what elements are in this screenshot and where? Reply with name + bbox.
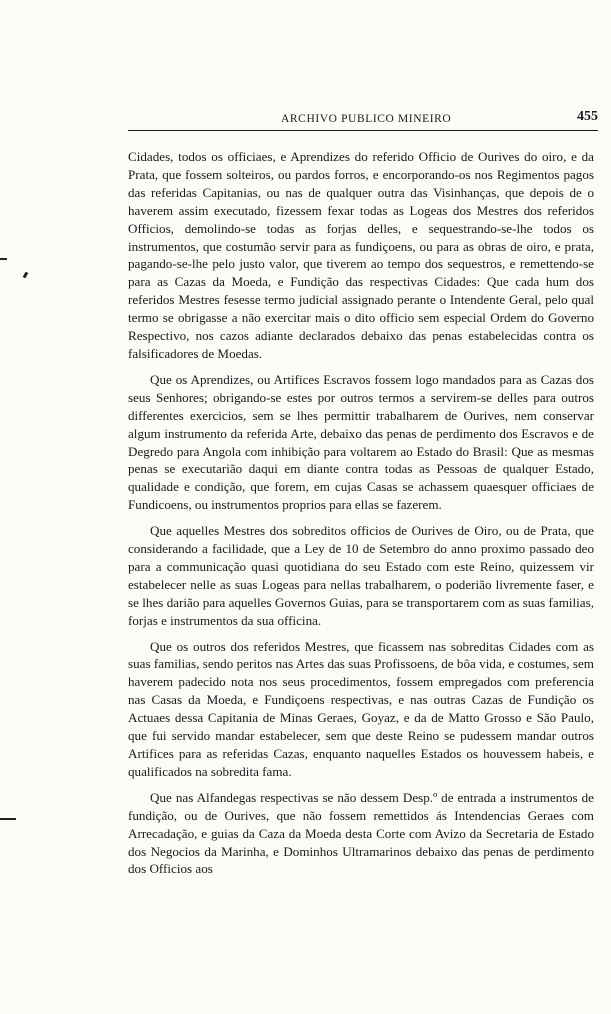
- header-rule: [128, 130, 598, 131]
- margin-mark: [23, 272, 29, 279]
- paragraph: Que aquelles Mestres dos sobreditos officios de Ourives de Oiro, ou de Prata, que considerando a facilidade, que a Ley de 10 de Setembro do anno proximo passado deo para a communicação quasi quotidiana do seu Estado com este Reino, quizessem vir estabelecer nelle as suas Logeas para nellas trabalharem, o poderião livremente faser, e se lhes darião para aquelles Governos Guias, para se transportarem com as suas familias, forjas e instrumentos da sua officina.: [128, 523, 594, 628]
- running-title: ARCHIVO PUBLICO MINEIRO: [281, 113, 452, 125]
- paragraph: Cidades, todos os officiaes, e Aprendizes do referido Officio de Ourives do oiro, e da Prata, que fossem solteiros, ou pardos forros, e encorporando-os nos Regimentos pagos das referidas Capitanias, ou nas de qualquer outra das Visinhanças, que depois de o haverem assim executado, fizessem fexar todas as Logeas dos Mestres dos referidos Officios, demolindo-se todas as forjas delles, e sequestrando-se-lhe todos os instrumentos, que costumão servir para as fundiçoens, ou para as obras de oiro, e prata, pagando-se-lhe pelo justo valor, que tiverem ao tempo dos sequestros, e remettendo-se para as Cazas da Moeda, e Fundição das respectivas Cidades: Que cada hum dos referidos Mestres fesesse termo judicial assignado perante o Intendente Geral, pelo qual termo se obrigasse a não exercitar mais o dito officio sem especial Ordem do Governo Respectivo, nos cazos adiante declarados debaixo das penas estabelecidas contra os falsificadores de Moedas.: [128, 149, 594, 361]
- margin-mark: [0, 818, 16, 820]
- paragraph: Que nas Alfandegas respectivas se não dessem Desp.º de entrada a instrumentos de fundição, ou de Ourives, que não fossem remettidos ás Intendencias Geraes com Arrecadação, e guias da Caza da Moeda desta Corte com Avizo da Secretaria de Estado dos Negocios da Marinha, e Dominhos Ultramarinos debaixo das penas de perdimento dos Officios aos: [128, 789, 594, 877]
- page-header: [128, 106, 598, 128]
- paragraph: Que os Aprendizes, ou Artifices Escravos fossem logo mandados para as Cazas dos seus Senhores; obrigando-se estes por outros termos a servirem-se delles para outros differentes exercicios, sem se lhes permittir trabalharem de Ourives, nem conservar algum instrumento da referida Arte, debaixo das penas de perdimento dos Escravos e de Degredo para Angola com inhibição para voltarem ao Estado do Brasil: Que as mesmas penas se executarião daqui em diante contra todas as Pessoas de qualquer Estado, qualidade e condição, que forem, em cujas Casas se achassem quaesquer officiaes de Fundicoens, ou instrumentos proprios para ellas se fazerem.: [128, 371, 594, 513]
- margin-mark: [0, 258, 7, 260]
- paragraph: Que os outros dos referidos Mestres, que ficassem nas sobreditas Cidades com as suas familias, sendo peritos nas Artes das suas Profissoens, de bôa vida, e costumes, sem haverem padecido nota nos seus procedimentos, fossem empregados com preferencia nas Casas da Moeda, e Fundiçoens respectivas, e nas outras Cazas de Fundição os Actuaes dessa Capitania de Minas Geraes, Goyaz, e da de Matto Grosso e São Paulo, que fui servido mandar estabelecer, sem que deste Reino se pudessem mandar outros Artifices para as referidas Cazas, enquanto naquelles Estados os houvessem habeis, e qualificados na sobredita fama.: [128, 638, 594, 779]
- page-number: 455: [577, 109, 598, 124]
- body-text: [128, 148, 594, 886]
